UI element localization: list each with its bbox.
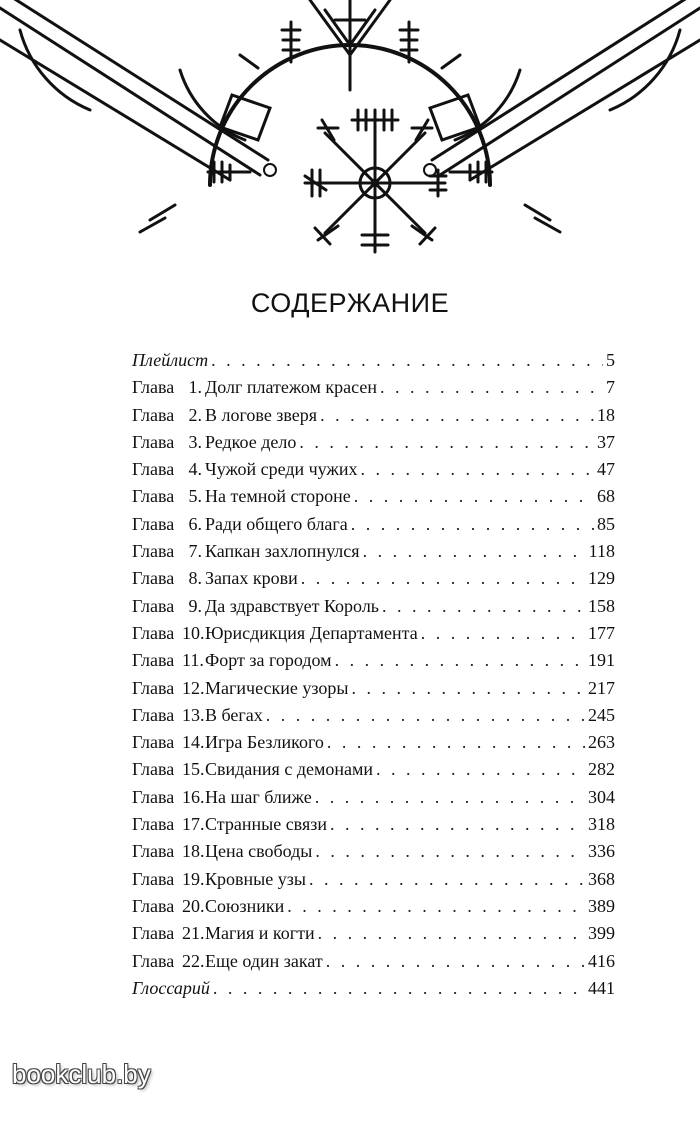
chapter-number: 13. bbox=[182, 704, 205, 725]
chapter-label: Глава bbox=[132, 568, 175, 589]
entry-title: Чужой среди чужих bbox=[205, 459, 358, 480]
entry-title: Плейлист bbox=[132, 350, 209, 370]
page-number: 441 bbox=[588, 977, 615, 998]
chapter-label: Глава bbox=[132, 814, 175, 835]
dot-leader bbox=[361, 459, 595, 480]
page-number: 68 bbox=[597, 486, 615, 507]
entry-title: Запах крови bbox=[205, 568, 298, 589]
chapter-number: 10. bbox=[182, 622, 205, 643]
dot-leader bbox=[327, 732, 585, 753]
toc-entry bbox=[132, 978, 615, 1005]
page-number: 37 bbox=[597, 431, 615, 452]
page-number: 416 bbox=[588, 950, 615, 971]
toc-entry bbox=[132, 705, 615, 732]
page-number: 85 bbox=[597, 513, 615, 534]
dot-leader bbox=[421, 623, 585, 644]
chapter-number: 6. bbox=[188, 513, 202, 534]
entry-title: Странные связи bbox=[205, 814, 327, 835]
entry-title: Капкан захлопнулся bbox=[205, 541, 360, 562]
chapter-number: 4. bbox=[188, 459, 202, 480]
page-number: 318 bbox=[588, 814, 615, 835]
entry-title: Долг платежом красен bbox=[205, 377, 378, 398]
page-number: 5 bbox=[606, 350, 615, 370]
dot-leader bbox=[299, 432, 594, 453]
toc-entry bbox=[132, 350, 615, 377]
chapter-number: 1. bbox=[188, 377, 202, 398]
entry-title: Магические узоры bbox=[205, 677, 349, 698]
chapter-number: 19. bbox=[182, 868, 205, 889]
toc-entry bbox=[132, 432, 615, 459]
chapter-number: 16. bbox=[182, 786, 205, 807]
dot-leader bbox=[301, 568, 585, 589]
dot-leader bbox=[351, 514, 594, 535]
chapter-label: Глава bbox=[132, 595, 175, 616]
page-number: 177 bbox=[588, 622, 615, 643]
entry-title: Кровные узы bbox=[205, 868, 306, 889]
dot-leader bbox=[315, 841, 585, 862]
chapter-label: Глава bbox=[132, 841, 175, 862]
page-number: 282 bbox=[588, 759, 615, 780]
toc-entry bbox=[132, 814, 615, 841]
entry-title: В логове зверя bbox=[205, 404, 318, 425]
chapter-number: 11. bbox=[182, 650, 204, 671]
entry-title: На шаг ближе bbox=[205, 786, 312, 807]
chapter-number: 17. bbox=[182, 814, 205, 835]
page-number: 191 bbox=[588, 650, 615, 671]
toc-entry bbox=[132, 459, 615, 486]
toc-entry bbox=[132, 678, 615, 705]
entry-title: В бегах bbox=[205, 704, 263, 725]
entry-title: Глоссарий bbox=[132, 977, 210, 998]
entry-title: На темной стороне bbox=[205, 486, 351, 507]
chapter-number: 3. bbox=[188, 431, 202, 452]
chapter-label: Глава bbox=[132, 732, 175, 753]
page-number: 399 bbox=[588, 923, 615, 944]
chapter-label: Глава bbox=[132, 704, 175, 725]
dot-leader bbox=[335, 650, 585, 671]
toc-entry bbox=[132, 869, 615, 896]
entry-title: Еще один закат bbox=[205, 950, 323, 971]
chapter-label: Глава bbox=[132, 513, 175, 534]
chapter-label: Глава bbox=[132, 950, 175, 971]
entry-title: Юрисдикция Департамента bbox=[205, 622, 418, 643]
table-of-contents bbox=[132, 350, 615, 1005]
dot-leader bbox=[309, 869, 585, 890]
chapter-label: Глава bbox=[132, 786, 175, 807]
dot-leader bbox=[266, 705, 585, 726]
chapter-label: Глава bbox=[132, 895, 175, 916]
entry-title: Да здравствует Король bbox=[205, 595, 380, 616]
page-number: 118 bbox=[588, 541, 615, 562]
chapter-label: Глава bbox=[132, 923, 175, 944]
dot-leader bbox=[351, 678, 585, 699]
chapter-number: 18. bbox=[182, 841, 205, 862]
chapter-number: 5. bbox=[188, 486, 202, 507]
page-number: 47 bbox=[597, 459, 615, 480]
dot-leader bbox=[376, 759, 585, 780]
entry-title: Ради общего блага bbox=[205, 513, 348, 534]
page-number: 217 bbox=[588, 677, 615, 698]
toc-entry bbox=[132, 541, 615, 568]
watermark-logo: bookclub.by bbox=[12, 1059, 151, 1089]
chapter-label: Глава bbox=[132, 622, 175, 643]
chapter-label: Глава bbox=[132, 759, 175, 780]
toc-entry bbox=[132, 787, 615, 814]
dot-leader bbox=[330, 814, 585, 835]
toc-entry bbox=[132, 377, 615, 404]
toc-entry bbox=[132, 896, 615, 923]
toc-entry bbox=[132, 514, 615, 541]
page-number: 336 bbox=[588, 841, 615, 862]
chapter-label: Глава bbox=[132, 431, 175, 452]
page-number: 18 bbox=[597, 404, 615, 425]
page-number: 245 bbox=[588, 704, 615, 725]
entry-title: Игра Безликого bbox=[205, 732, 324, 753]
toc-entry bbox=[132, 568, 615, 595]
toc-entry bbox=[132, 623, 615, 650]
toc-entry bbox=[132, 841, 615, 868]
dot-leader bbox=[211, 350, 603, 371]
chapter-number: 8. bbox=[188, 568, 202, 589]
chapter-number: 9. bbox=[188, 595, 202, 616]
chapter-label: Глава bbox=[132, 650, 175, 671]
chapter-number: 7. bbox=[188, 541, 202, 562]
chapter-number: 21. bbox=[182, 923, 205, 944]
dot-leader bbox=[318, 923, 585, 944]
entry-title: Свидания с демонами bbox=[205, 759, 374, 780]
page-number: 389 bbox=[588, 895, 615, 916]
chapter-label: Глава bbox=[132, 377, 175, 398]
toc-entry bbox=[132, 405, 615, 432]
page-number: 263 bbox=[588, 732, 615, 753]
chapter-number: 20. bbox=[182, 895, 205, 916]
entry-title: Союзники bbox=[205, 895, 285, 916]
dot-leader bbox=[326, 951, 585, 972]
dot-leader bbox=[354, 486, 594, 507]
dot-leader bbox=[287, 896, 585, 917]
dot-leader bbox=[380, 377, 603, 398]
toc-entry bbox=[132, 759, 615, 786]
chapter-number: 15. bbox=[182, 759, 205, 780]
entry-title: Магия и когти bbox=[205, 923, 315, 944]
dot-leader bbox=[363, 541, 586, 562]
page-number: 129 bbox=[588, 568, 615, 589]
page-number: 7 bbox=[606, 377, 615, 398]
toc-entry bbox=[132, 596, 615, 623]
toc-entry bbox=[132, 951, 615, 978]
chapter-number: 14. bbox=[182, 732, 205, 753]
vegvisir-ornament-icon bbox=[0, 0, 700, 265]
chapter-number: 22. bbox=[182, 950, 205, 971]
chapter-label: Глава bbox=[132, 868, 175, 889]
chapter-number: 12. bbox=[182, 677, 205, 698]
chapter-label: Глава bbox=[132, 404, 175, 425]
dot-leader bbox=[382, 596, 585, 617]
chapter-label: Глава bbox=[132, 677, 175, 698]
dot-leader bbox=[315, 787, 585, 808]
entry-title: Редкое дело bbox=[205, 431, 297, 452]
chapter-number: 2. bbox=[188, 404, 202, 425]
toc-entry bbox=[132, 486, 615, 513]
dot-leader bbox=[320, 405, 594, 426]
chapter-label: Глава bbox=[132, 459, 175, 480]
toc-entry bbox=[132, 732, 615, 759]
entry-title: Форт за городом bbox=[205, 650, 332, 671]
toc-entry bbox=[132, 923, 615, 950]
page-number: 368 bbox=[588, 868, 615, 889]
page-title: СОДЕРЖАНИЕ bbox=[250, 288, 450, 318]
toc-entry bbox=[132, 650, 615, 677]
entry-title: Цена свободы bbox=[205, 841, 313, 862]
page-number: 158 bbox=[588, 595, 615, 616]
chapter-label: Глава bbox=[132, 486, 175, 507]
dot-leader bbox=[213, 978, 585, 999]
page-number: 304 bbox=[588, 786, 615, 807]
chapter-label: Глава bbox=[132, 541, 175, 562]
